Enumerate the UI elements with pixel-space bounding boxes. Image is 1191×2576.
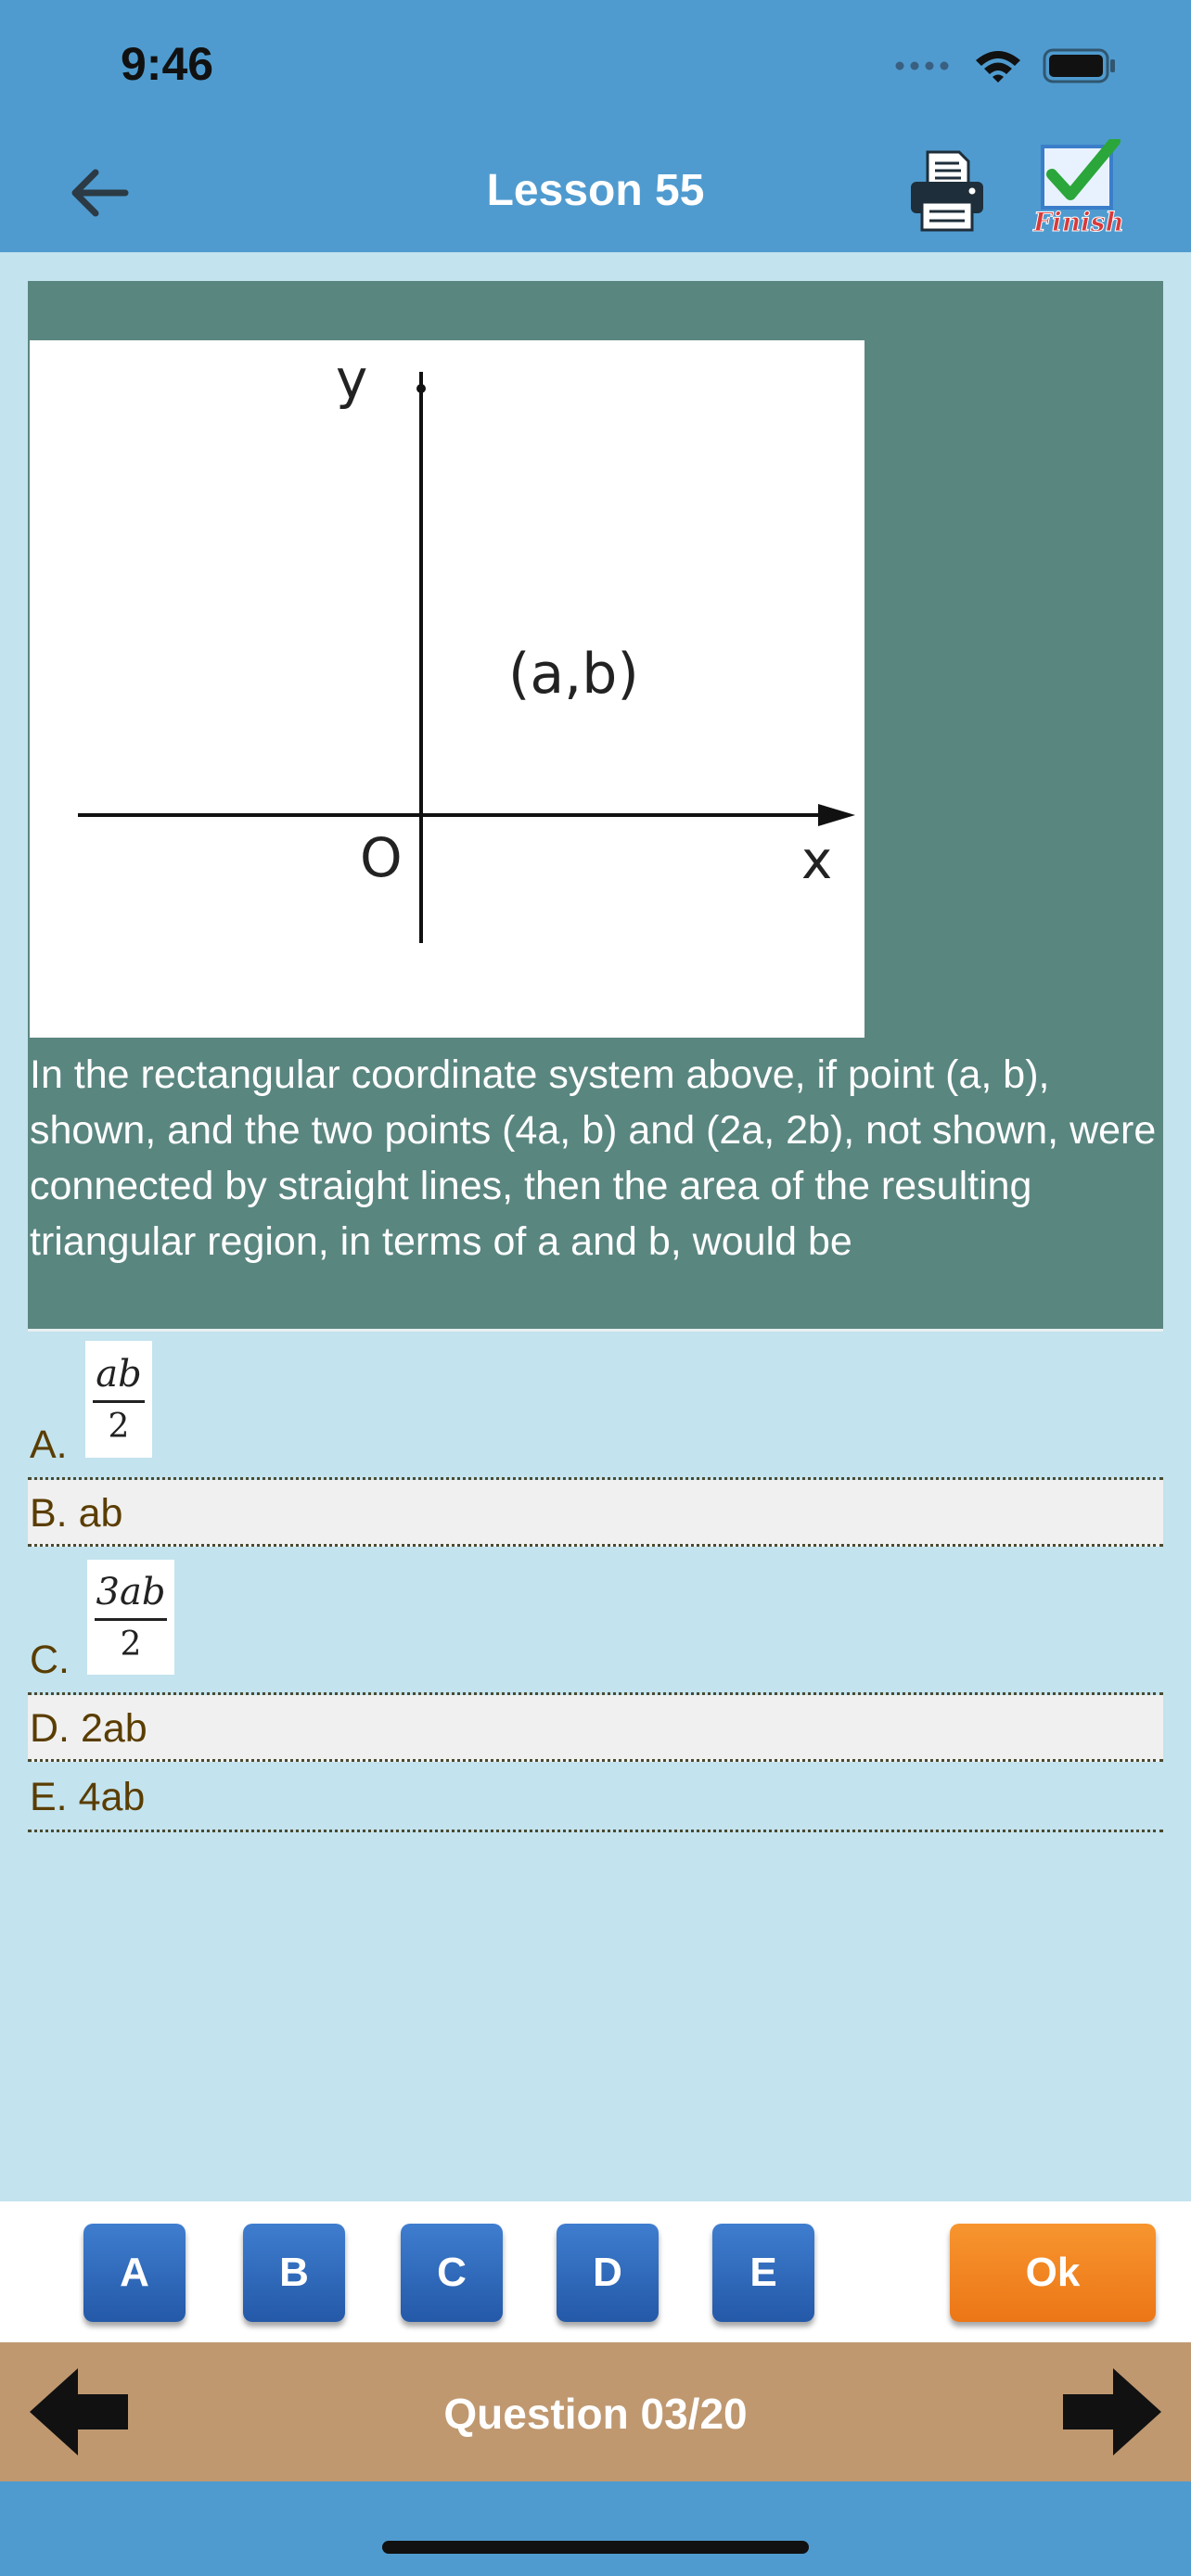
- fraction-numerator: 3ab: [96, 1570, 166, 1613]
- home-indicator: [382, 2541, 809, 2554]
- answer-label: [30, 1775, 145, 1820]
- answer-option-e[interactable]: [28, 1762, 1163, 1832]
- page-title: Lesson 55: [486, 166, 705, 215]
- ok-button[interactable]: Ok: [950, 2224, 1156, 2322]
- answer-option-d[interactable]: [28, 1695, 1163, 1762]
- cellular-signal-icon: [894, 60, 954, 71]
- answer-letter: B.: [30, 1491, 68, 1536]
- question-counter: Question 03/20: [443, 2390, 748, 2438]
- coordinate-axes-diagram: [30, 340, 864, 1038]
- choice-button-d[interactable]: D: [557, 2224, 659, 2322]
- wifi-icon: [974, 47, 1022, 84]
- answer-text: 2ab: [80, 1706, 147, 1751]
- printer-icon: [907, 148, 987, 234]
- next-question-button[interactable]: [1057, 2365, 1165, 2459]
- y-axis-tip: [416, 384, 426, 393]
- point-label: (a,b): [508, 642, 639, 707]
- fraction-denominator: 2: [108, 1407, 130, 1446]
- choice-button-a[interactable]: A: [83, 2224, 186, 2322]
- x-axis-arrowhead: [818, 804, 855, 826]
- answer-option-c[interactable]: [28, 1547, 1163, 1695]
- print-button[interactable]: [907, 148, 987, 234]
- question-text: In the rectangular coordinate system above, if point (a, b), shown, and the two points (4a, b) and (2a, 2b), not shown, were connected by straight lines, then the area of the resulting triangular region, in terms of a and b, would be: [30, 1052, 1157, 1264]
- fraction-image: [87, 1560, 174, 1675]
- answer-letter: E.: [30, 1775, 68, 1819]
- answer-text: 4ab: [78, 1775, 146, 1819]
- app-header: [0, 0, 1191, 252]
- answer-letter: D.: [30, 1706, 70, 1751]
- answer-text: ab: [78, 1491, 123, 1536]
- answer-label: [30, 1491, 122, 1537]
- y-axis-label: y: [336, 348, 368, 411]
- coordinate-figure: [30, 340, 864, 1038]
- finish-button[interactable]: [1030, 139, 1128, 241]
- bottom-safe-area: [0, 2481, 1191, 2576]
- status-time: 9:46: [121, 38, 214, 90]
- fraction-numerator: ab: [96, 1352, 142, 1396]
- choice-button-e[interactable]: E: [712, 2224, 814, 2322]
- choice-button-b[interactable]: B: [243, 2224, 345, 2322]
- finish-label: Finish: [1033, 207, 1124, 237]
- answer-choice-bar: [0, 2201, 1191, 2342]
- origin-label: O: [360, 826, 403, 889]
- answer-option-b[interactable]: [28, 1480, 1163, 1547]
- question-panel: [28, 281, 1163, 1329]
- arrow-right-icon: [1057, 2365, 1165, 2459]
- battery-icon: [1043, 47, 1117, 84]
- question-navigation-bar: [0, 2342, 1191, 2481]
- fraction-denominator: 2: [120, 1625, 142, 1664]
- fraction-image: [85, 1341, 152, 1458]
- status-icons: [894, 43, 1117, 89]
- answer-option-a[interactable]: [28, 1332, 1163, 1480]
- answer-letter: C.: [30, 1638, 70, 1682]
- choice-button-c[interactable]: C: [401, 2224, 503, 2322]
- answer-letter: A.: [30, 1422, 68, 1467]
- x-axis-label: x: [801, 831, 833, 891]
- answer-label: [30, 1706, 147, 1752]
